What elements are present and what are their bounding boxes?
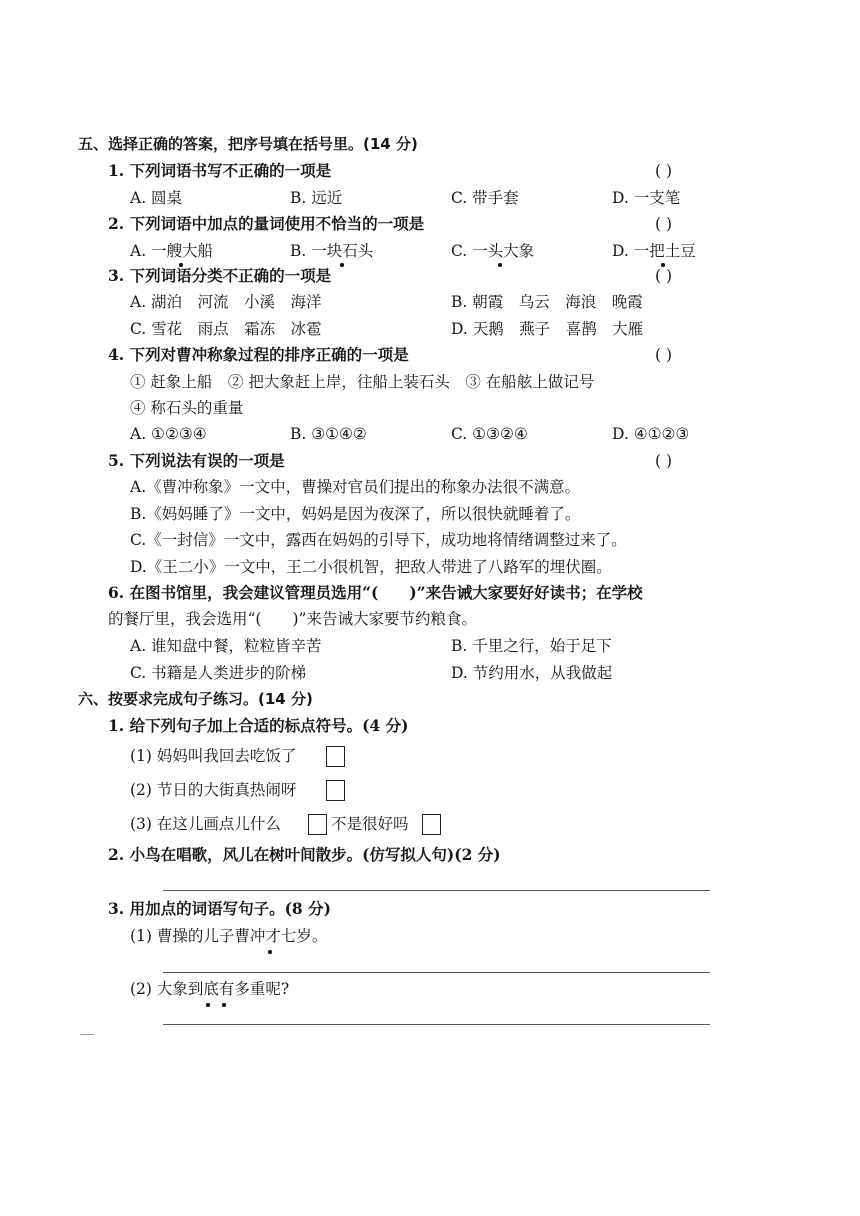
- q6-1-stem: 1. 给下列句子加上合适的标点符号。(4 分): [108, 716, 409, 735]
- option-d[interactable]: D. ④①②③: [612, 425, 690, 443]
- answer-line[interactable]: [163, 890, 710, 891]
- punctuation-box[interactable]: [422, 814, 441, 835]
- section-5-title: 五、选择正确的答案，把序号填在括号里。(14 分): [78, 135, 418, 153]
- q5-6-stem-line1: 6. 在图书馆里，我会建议管理员选用“( )”来告诫大家要好好读书；在学校: [108, 583, 643, 602]
- q6-2-stem: 2. 小鸟在唱歌，风儿在树叶间散步。(仿写拟人句)(2 分): [108, 845, 501, 864]
- answer-line[interactable]: [163, 972, 710, 973]
- q6-3-sentence-1: (1) 曹操的儿子曹冲才七岁。: [130, 927, 328, 945]
- q6-1-sentence-1: (1) 妈妈叫我回去吃饭了: [130, 747, 297, 765]
- option-b[interactable]: B. 朝霞 乌云 海浪 晚霞: [451, 293, 643, 311]
- emphasis-dot: [498, 263, 502, 267]
- option-d[interactable]: D. 一把土豆: [612, 242, 696, 260]
- option-a[interactable]: A. 湖泊 河流 小溪 海洋: [130, 293, 322, 311]
- emphasis-dot: [340, 263, 344, 267]
- q5-2-stem: 2. 下列词语中加点的量词使用不恰当的一项是: [108, 214, 425, 233]
- q6-3-stem: 3. 用加点的词语写句子。(8 分): [108, 899, 331, 918]
- q6-3-sentence-2: (2) 大象到底有多重呢?: [130, 980, 290, 998]
- option-a[interactable]: A.《曹冲称象》一文中，曹操对官员们提出的称象办法很不满意。: [130, 478, 581, 496]
- option-a[interactable]: A. ①②③④: [130, 425, 207, 443]
- punctuation-box[interactable]: [326, 780, 345, 801]
- punctuation-box[interactable]: [308, 814, 327, 835]
- answer-paren[interactable]: ( ): [655, 267, 673, 285]
- punctuation-box[interactable]: [326, 746, 345, 767]
- emphasis-dot: [268, 950, 272, 954]
- section-6-title: 六、按要求完成句子练习。(14 分): [78, 690, 313, 708]
- option-c[interactable]: C. 书籍是人类进步的阶梯: [130, 664, 307, 682]
- answer-paren[interactable]: ( ): [655, 162, 673, 180]
- scan-mark: [80, 1034, 94, 1035]
- q5-1-stem: 1. 下列词语书写不正确的一项是: [108, 161, 332, 180]
- option-c[interactable]: C. 一头大象: [451, 242, 535, 260]
- option-d[interactable]: D.《王二小》一文中，王二小很机智，把敌人带进了八路军的埋伏圈。: [130, 558, 612, 576]
- option-b[interactable]: B. 一块石头: [290, 242, 374, 260]
- option-a[interactable]: A. 一艘大船: [130, 242, 214, 260]
- q6-1-sentence-2: (2) 节日的大街真热闹呀: [130, 781, 297, 799]
- emphasis-dot: [206, 1003, 210, 1007]
- answer-paren[interactable]: ( ): [655, 215, 673, 233]
- answer-paren[interactable]: ( ): [655, 346, 673, 364]
- option-b[interactable]: B.《妈妈睡了》一文中，妈妈是因为夜深了，所以很快就睡着了。: [130, 505, 581, 523]
- q5-5-stem: 5. 下列说法有误的一项是: [108, 451, 285, 470]
- answer-paren[interactable]: ( ): [655, 452, 673, 470]
- q6-1-sentence-3a: (3) 在这儿画点儿什么: [130, 815, 281, 833]
- q5-4-stem: 4. 下列对曹冲称象过程的排序正确的一项是: [108, 345, 409, 364]
- option-a[interactable]: A. 谁知盘中餐，粒粒皆辛苦: [130, 637, 322, 655]
- option-d[interactable]: D. 一支笔: [612, 189, 681, 207]
- option-a[interactable]: A. 圆桌: [130, 189, 183, 207]
- q5-4-steps-line1: ① 赶象上船 ② 把大象赶上岸，往船上装石头 ③ 在船舷上做记号: [130, 373, 595, 391]
- option-b[interactable]: B. 远近: [290, 189, 343, 207]
- option-b[interactable]: B. 千里之行，始于足下: [451, 637, 612, 655]
- option-b[interactable]: B. ③①④②: [290, 425, 367, 443]
- option-c[interactable]: C. 雪花 雨点 霜冻 冰雹: [130, 320, 322, 338]
- q5-6-stem-line2: 的餐厅里，我会选用“( )”来告诫大家要节约粮食。: [108, 610, 477, 628]
- q5-3-stem: 3. 下列词语分类不正确的一项是: [108, 266, 332, 285]
- option-c[interactable]: C.《一封信》一文中，露西在妈妈的引导下，成功地将情绪调整过来了。: [130, 531, 627, 549]
- q5-4-steps-line2: ④ 称石头的重量: [130, 399, 244, 417]
- q6-1-sentence-3b: 不是很好吗: [331, 815, 409, 833]
- emphasis-dot: [222, 1003, 226, 1007]
- answer-line[interactable]: [163, 1024, 710, 1025]
- option-d[interactable]: D. 节约用水，从我做起: [451, 664, 613, 682]
- option-d[interactable]: D. 天鹅 燕子 喜鹊 大雁: [451, 320, 644, 338]
- option-c[interactable]: C. ①③②④: [451, 425, 528, 443]
- option-c[interactable]: C. 带手套: [451, 189, 519, 207]
